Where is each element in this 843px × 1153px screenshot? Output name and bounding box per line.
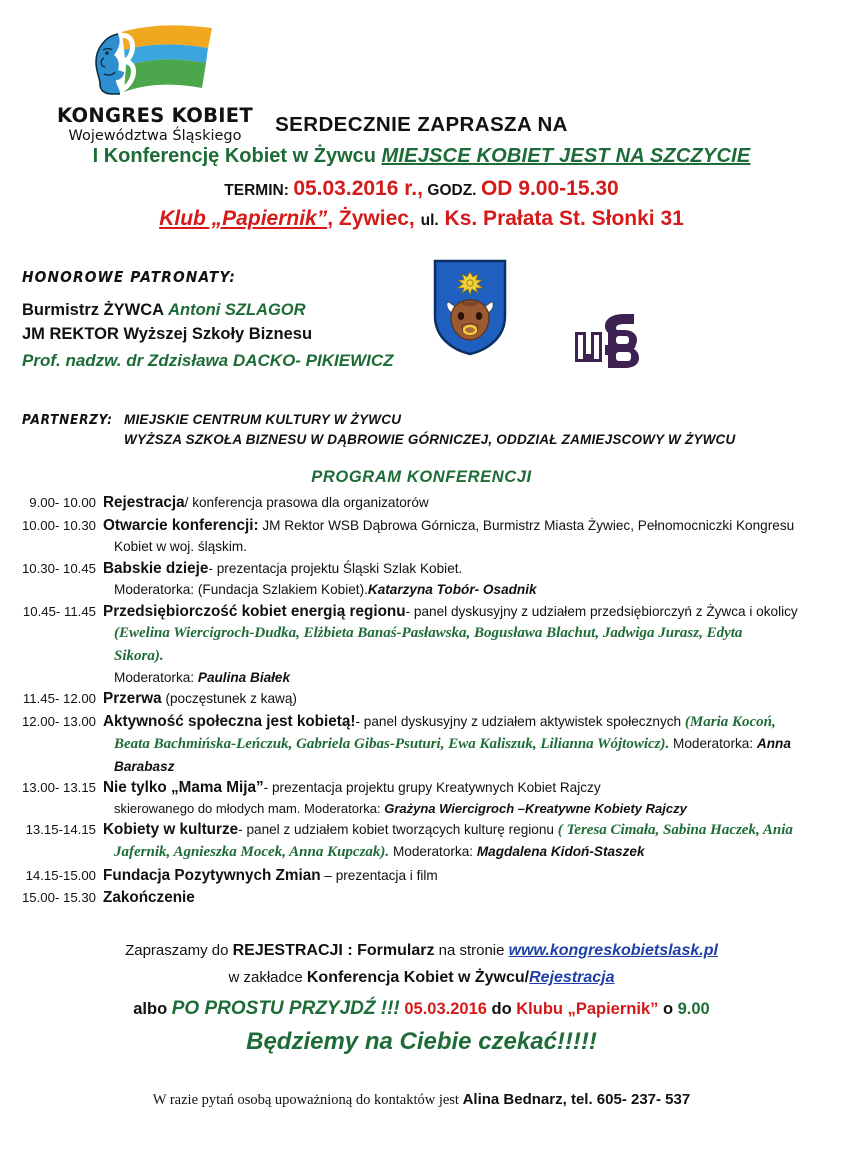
program-item-continuation (14, 800, 832, 818)
continuation-participants: Sikora). (114, 647, 164, 664)
program-item-title: Fundacja Pozytywnych Zmian (103, 866, 321, 884)
contact-text: W razie pytań osobą upoważnioną do kontaktów jest (152, 1092, 463, 1108)
program-item (14, 601, 832, 623)
program-item-body (103, 819, 832, 841)
invitation-line: SERDECZNIE ZAPRASZA NA (275, 113, 568, 136)
program-item-title: Zakończenie (103, 889, 195, 907)
program-item-continuation (14, 668, 832, 687)
program-item (14, 515, 832, 537)
registration-tab-link[interactable]: Rejestracja (529, 969, 615, 986)
reg2-text-a: w zakładce (228, 969, 307, 986)
continuation-participants: Jafernik, Agnieszka Mocek, Anna Kupczak). (114, 844, 390, 861)
program-item (14, 711, 832, 733)
program-item-body (103, 515, 832, 537)
program-item-continuation (14, 757, 832, 776)
termin-date: 05.03.2016 r., (293, 177, 423, 200)
continuation-moderator: Katarzyna Tobór- Osadnik (367, 582, 537, 598)
program-item-description: JM Rektor WSB Dąbrowa Górnicza, Burmistrz Miasta Żywiec, Pełnomocniczki Kongresu (258, 517, 795, 533)
program-item-description: - prezentacja projektu Śląski Szlak Kobiet. (208, 560, 463, 576)
godz-value: OD 9.00-15.30 (480, 177, 619, 200)
continuation-participants: (Ewelina Wiercigroch-Dudka, Elżbieta Banaś-Pasławska, Bogusława Blachut, Jadwiga Jurasz, Edyta (114, 625, 743, 642)
walkin-klub: Klubu „Papiernik” (516, 1000, 659, 1018)
registration-line-2 (0, 969, 843, 987)
walkin-a: albo (133, 1000, 172, 1018)
partners-title: PARTNERZY: (22, 412, 113, 428)
patronage-title: HONOROWE PATRONATY: (22, 268, 236, 286)
continuation-prefix: Moderatorka: (114, 582, 198, 598)
reg2-text-b: Konferencja Kobiet w Żywcu/ (306, 969, 530, 986)
program-item-body (103, 711, 832, 733)
program-item-description: – prezentacja i film (320, 867, 438, 883)
continuation-prefix: Moderatorka: (114, 670, 198, 686)
walkin-do: do (486, 1000, 517, 1018)
patronage-mayor-label: Burmistrz ŻYWCA (22, 301, 164, 319)
registration-website-link[interactable]: www.kongreskobietslask.pl (508, 942, 718, 959)
program-list (14, 492, 832, 910)
walk-in-line (0, 998, 843, 1020)
reg-text-b: REJESTRACJI : Formularz (232, 942, 435, 959)
patronage-line-2: JM REKTOR Wyższej Szkoły Biznesu (22, 325, 313, 343)
program-item-participants: (Maria Kocoń, (684, 714, 776, 731)
program-item-description: (poczęstunek z kawą) (161, 691, 297, 707)
program-item-time: 14.15-15.00 (25, 867, 96, 883)
patronage-mayor-name: Antoni SZLAGOR (168, 301, 306, 319)
continuation-suffix: Moderatorka: (389, 844, 477, 860)
continuation-text: Kobiet w woj. śląskim. (114, 539, 247, 555)
program-item-continuation (14, 646, 832, 667)
program-item-title: Aktywność społeczna jest kobietą! (103, 713, 356, 731)
program-item-time: 10.45- 11.45 (22, 603, 96, 619)
patronage-line-1 (22, 301, 306, 320)
program-item-continuation (14, 537, 832, 556)
program-item-time: 13.15-14.15 (25, 822, 96, 838)
program-item-title: Kobiety w kulturze (103, 821, 239, 839)
godz-label: GODZ. (427, 182, 477, 199)
reg-text-a: Zapraszamy do (125, 942, 233, 959)
program-item-continuation (14, 580, 832, 599)
program-item (14, 688, 832, 710)
program-item-description: - panel dyskusyjny z udziałem przedsiębiorczyń z Żywca i okolicy (405, 603, 798, 619)
continuation-moderator: Grażyna Wiercigroch –Kreatywne Kobiety Rajczy (384, 800, 687, 816)
program-item-title: Otwarcie konferencji: (103, 516, 259, 534)
logo-subtitle: Województwa Śląskiego (68, 128, 242, 144)
walkin-o: o (658, 1000, 678, 1018)
program-item-title: Babskie dzieje (103, 559, 209, 577)
program-item-description: - prezentacja projektu grupy Kreatywnych Kobiet Rajczy (263, 779, 601, 795)
program-item-continuation (14, 842, 832, 863)
contact-line (0, 1091, 843, 1109)
program-item-body (103, 558, 832, 580)
program-item-continuation (14, 623, 832, 644)
termin-label: TERMIN: (224, 182, 289, 199)
venue-city: , Żywiec, (327, 207, 415, 230)
program-item-description: - panel z udziałem kobiet tworzących kulturę regionu (238, 822, 558, 838)
kongres-kobiet-flag-logo (80, 22, 230, 100)
conference-title-line (0, 145, 843, 168)
program-item (14, 887, 832, 909)
partner-line-1: MIEJSKIE CENTRUM KULTURY W ŻYWCU (124, 412, 402, 427)
registration-line-1 (0, 942, 843, 960)
venue-ul-label: ul. (420, 212, 439, 229)
program-title: PROGRAM KONFERENCJI (311, 468, 532, 486)
wsb-logo (572, 306, 642, 370)
logo-title: KONGRES KOBIET (56, 104, 254, 127)
program-item-body (103, 865, 832, 887)
contact-person: Alina Bednarz, tel. 605- 237- 537 (462, 1091, 691, 1108)
continuation-moderator: Barabasz (114, 758, 175, 774)
program-item-body (103, 777, 832, 799)
program-item-time: 10.00- 10.30 (21, 517, 96, 533)
program-item-title: Rejestracja (103, 494, 185, 511)
patronage-line-3: Prof. nadzw. dr Zdzisława DACKO- PIKIEWICZ (22, 351, 394, 370)
program-item-description: / konferencja prasowa dla organizatorów (184, 495, 429, 510)
conference-title-emphasis: MIEJSCE KOBIET JEST NA SZCZYCIE (381, 145, 751, 167)
walkin-green: PO PROSTU PRZYJDŹ !!! (171, 998, 400, 1019)
continuation-moderator: Anna (756, 736, 791, 752)
program-item (14, 865, 832, 887)
program-item-body (103, 492, 832, 514)
program-item-time: 11.45- 12.00 (22, 691, 96, 707)
venue-line (0, 207, 843, 231)
program-item-body (103, 601, 832, 623)
program-item-time: 10.30- 10.45 (21, 560, 96, 576)
reg-text-c: na stronie (434, 942, 509, 959)
partner-line-2: WYŻSZA SZKOŁA BIZNESU W DĄBROWIE GÓRNICZEJ, ODDZIAŁ ZAMIEJSCOWY W ŻYWCU (124, 432, 736, 447)
closing-line: Będziemy na Ciebie czekać!!!!! (246, 1028, 597, 1055)
walkin-time: 9.00 (677, 1000, 710, 1018)
continuation-suffix: Moderatorka: (669, 736, 757, 752)
continuation-prefix: skierowanego do młodych mam. Moderatorka: (114, 800, 385, 816)
continuation-suffix: (Fundacja Szlakiem Kobiet). (197, 582, 368, 598)
program-item (14, 819, 832, 841)
program-item-title: Przerwa (103, 690, 162, 708)
venue-klub: Klub „Papiernik” (159, 207, 328, 230)
walkin-date: 05.03.2016 (399, 1000, 487, 1018)
program-item-continuation (14, 734, 832, 755)
program-item-time: 9.00- 10.00 (29, 495, 96, 510)
zywiec-coat-of-arms (432, 258, 508, 356)
program-item (14, 492, 832, 514)
conference-title-prefix: I Konferencję Kobiet w Żywcu (92, 145, 382, 167)
program-item-body (103, 688, 832, 710)
program-item-time: 15.00- 15.30 (21, 890, 96, 906)
program-item (14, 558, 832, 580)
date-line (0, 177, 843, 201)
continuation-participants: Beata Bachmińska-Leńczuk, Gabriela Gibas-Psuturi, Ewa Kaliszuk, Lilianna Wójtowicz). (114, 736, 670, 753)
program-item-time: 12.00- 13.00 (21, 714, 96, 730)
program-item-body (103, 887, 832, 909)
program-item-description: - panel dyskusyjny z udziałem aktywistek społecznych (355, 714, 685, 730)
venue-street: Ks. Prałata St. Słonki 31 (444, 207, 684, 230)
continuation-moderator: Magdalena Kidoń-Staszek (476, 844, 645, 860)
continuation-moderator: Paulina Białek (197, 670, 291, 686)
program-item-title: Przedsiębiorczość kobiet energią regionu (103, 602, 406, 620)
program-item (14, 777, 832, 799)
program-item-title: Nie tylko „Mama Mija” (103, 778, 264, 796)
program-item-participants: ( Teresa Cimała, Sabina Haczek, Ania (557, 822, 793, 839)
program-item-time: 13.00- 13.15 (21, 779, 96, 795)
